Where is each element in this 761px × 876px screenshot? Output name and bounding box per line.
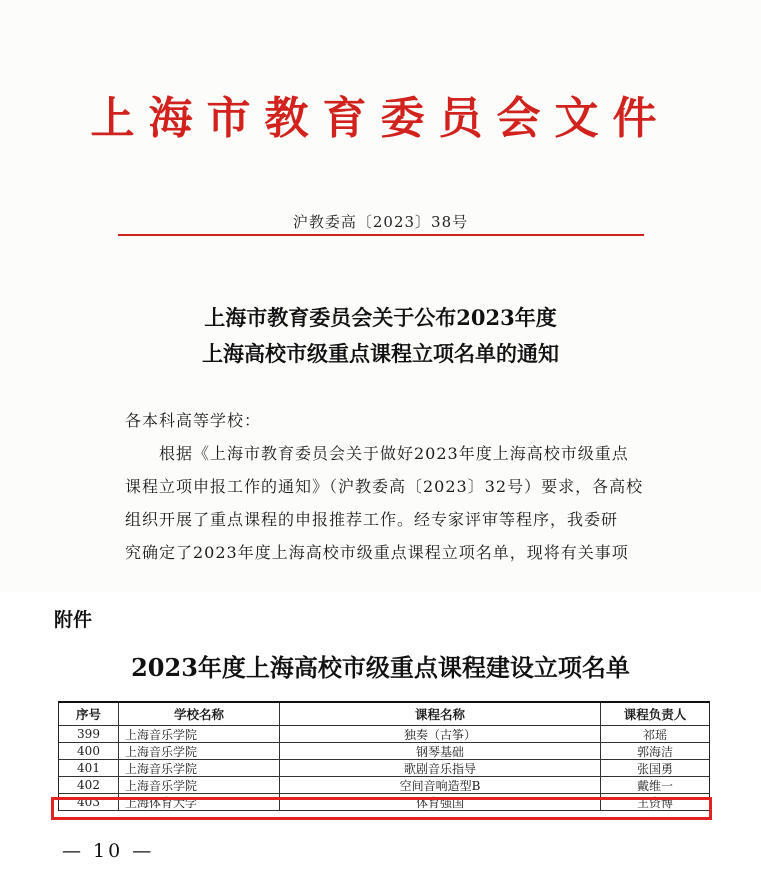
column-header: 学校名称 <box>119 703 280 725</box>
table-row <box>59 777 709 794</box>
agency-title: 上海市教育委员会文件 <box>90 93 671 144</box>
cell-school: 上海音乐学院 <box>119 777 280 793</box>
table-row <box>59 726 709 743</box>
row-highlight-box <box>51 797 712 820</box>
table-row <box>59 760 709 777</box>
cell-lead: 张国勇 <box>636 761 673 776</box>
cell-index: 402 <box>59 777 119 793</box>
cell-lead: 郭海洁 <box>636 744 673 759</box>
cell-index: 400 <box>59 743 119 759</box>
column-header: 序号 <box>59 703 119 725</box>
body-line: 根据《上海市教育委员会关于做好2023年度上海高校市级重点 <box>159 444 629 463</box>
cell-lead: 王资博 <box>636 795 673 810</box>
column-header: 课程负责人 <box>623 707 687 722</box>
course-table <box>58 701 710 811</box>
table-header-row <box>59 703 709 726</box>
cell-index: 401 <box>59 760 119 776</box>
cell-course: 空间音响造型B <box>280 777 601 793</box>
cell-course: 体育强国 <box>280 794 601 810</box>
cell-index: 403 <box>59 794 119 810</box>
cell-school: 上海音乐学院 <box>119 726 280 742</box>
cell-lead: 祁瑶 <box>642 727 667 742</box>
cell-index: 399 <box>59 726 119 742</box>
body-paragraph <box>125 437 645 569</box>
cell-school: 上海体育大学 <box>119 794 280 810</box>
red-divider <box>118 234 644 236</box>
cell-lead: 戴维一 <box>636 778 673 793</box>
salutation: 各本科高等学校： <box>125 411 262 430</box>
cell-course: 钢琴基础 <box>280 743 601 759</box>
page-number: — 10 — <box>62 840 155 862</box>
cell-school: 上海音乐学院 <box>119 760 280 776</box>
body-line: 究确定了2023年度上海高校市级重点课程立项名单，现将有关事项 <box>125 543 629 562</box>
body-line: 课程立项申报工作的通知》（沪教委高〔2023〕32号）要求，各高校 <box>125 477 644 496</box>
cell-course: 歌剧音乐指导 <box>280 760 601 776</box>
notice-title-line-2: 上海高校市级重点课程立项名单的通知 <box>202 341 559 366</box>
cell-course: 独奏（古筝） <box>280 726 601 742</box>
column-header: 课程名称 <box>280 703 601 725</box>
notice-title-line-1: 上海市教育委员会关于公布2023年度 <box>204 305 557 330</box>
attachment-label: 附件 <box>54 609 93 631</box>
body-line: 组织开展了重点课程的申报推荐工作。经专家评审等程序，我委研 <box>125 510 619 529</box>
table-row <box>59 743 709 760</box>
table-title: 2023年度上海高校市级重点课程建设立项名单 <box>131 653 630 682</box>
cell-school: 上海音乐学院 <box>119 743 280 759</box>
doc-number: 沪教委高〔2023〕38号 <box>292 213 469 231</box>
